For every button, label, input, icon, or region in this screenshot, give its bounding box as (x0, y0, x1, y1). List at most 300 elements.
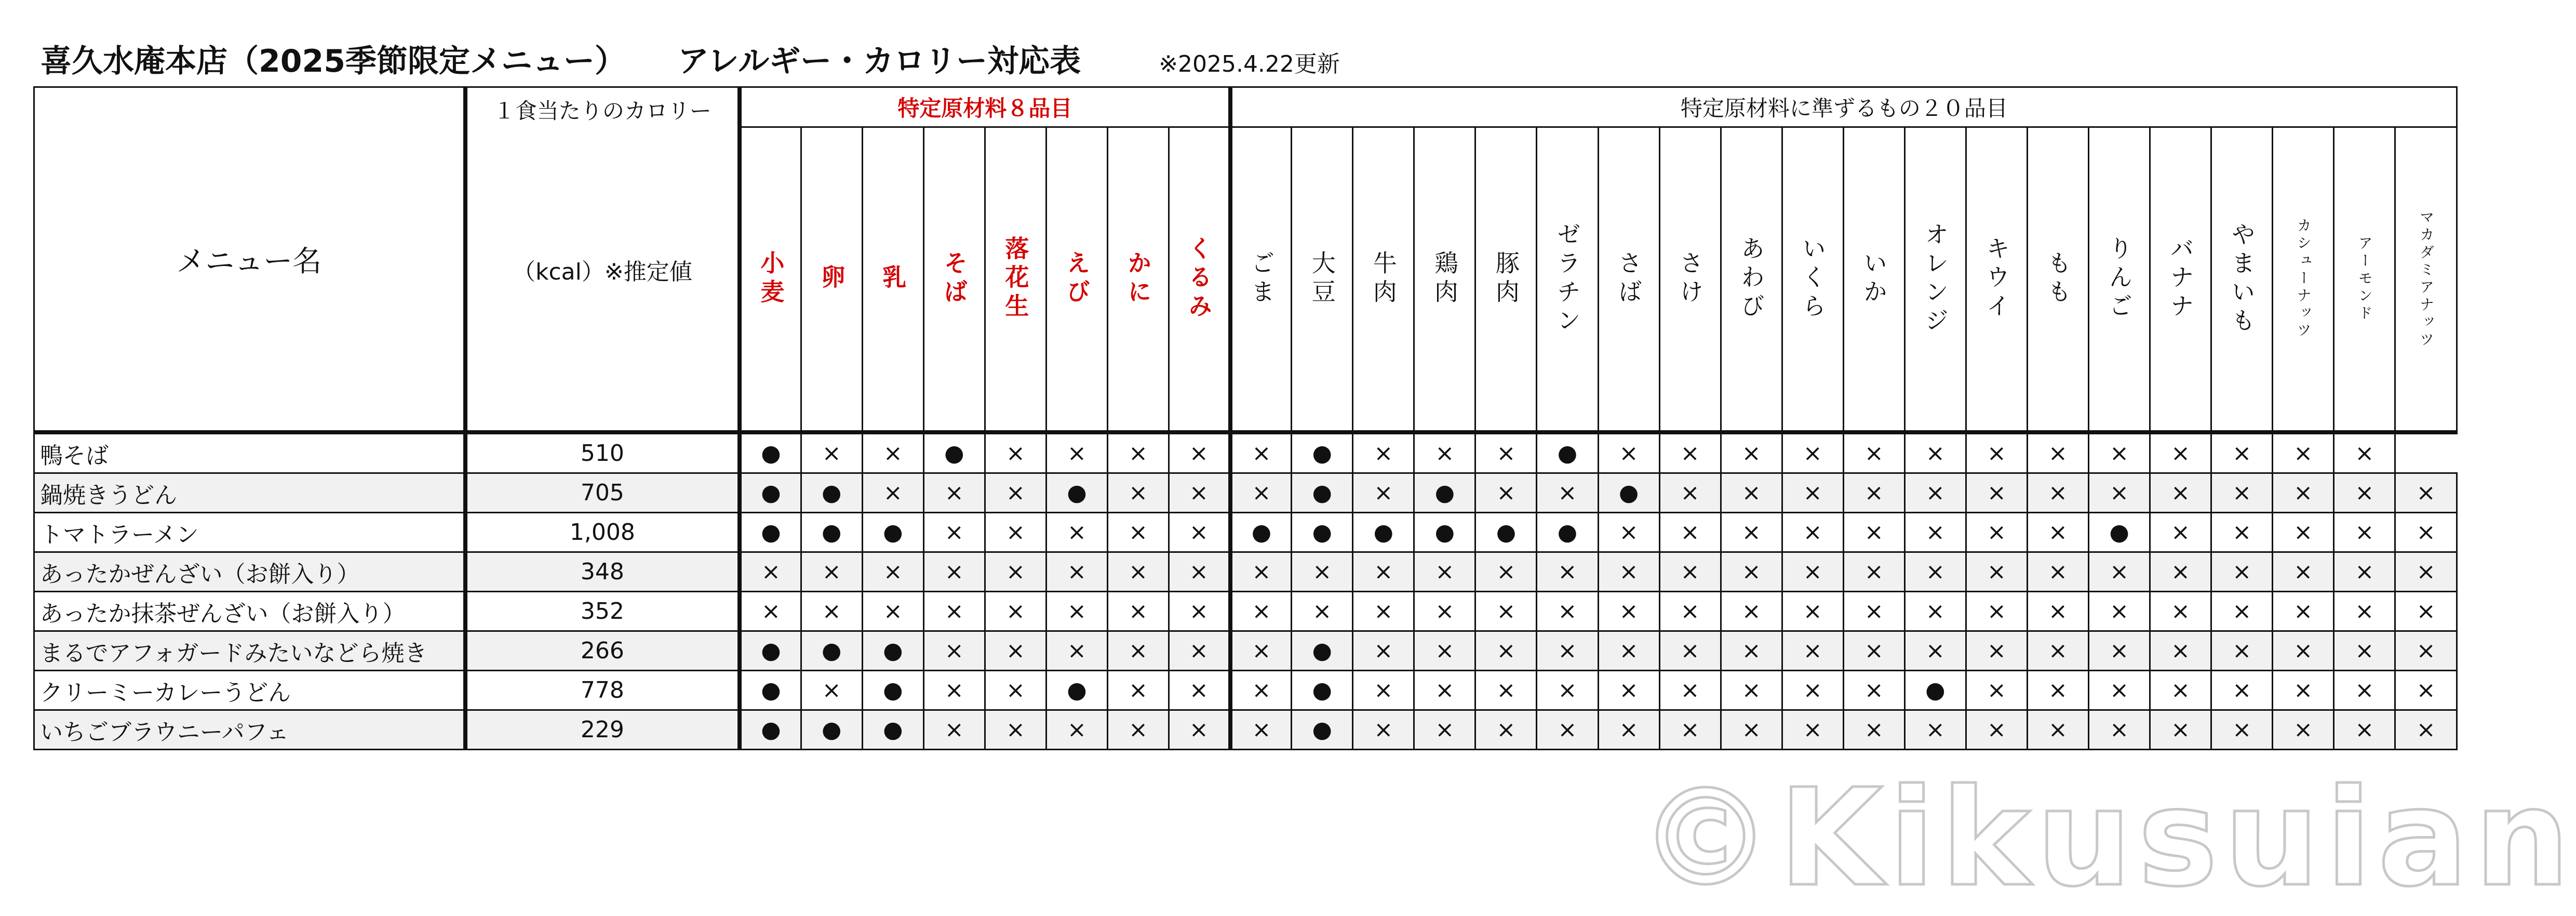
not-contains-mark: × (1966, 473, 2027, 513)
not-contains-mark: × (923, 710, 985, 750)
not-contains-mark: × (1966, 513, 2027, 552)
not-contains-mark: × (985, 552, 1046, 592)
menu-kcal: 352 (465, 592, 740, 631)
allergen-label: そば (940, 250, 969, 308)
not-contains-mark: × (862, 432, 923, 473)
menu-kcal: 229 (465, 710, 740, 750)
not-contains-mark: × (1169, 432, 1230, 473)
contains-mark: ● (1475, 513, 1537, 552)
allergen-label: いか (1860, 250, 1888, 308)
required-allergen-group-header: 特定原材料８品目 (740, 87, 1230, 127)
not-contains-mark: × (1598, 631, 1659, 671)
contains-mark: ● (801, 631, 862, 671)
not-contains-mark: × (2027, 513, 2088, 552)
allergen-label: 乳 (879, 264, 907, 294)
not-contains-mark: × (1782, 592, 1843, 631)
allergen-header (1475, 127, 1537, 433)
not-contains-mark: × (2150, 710, 2211, 750)
not-contains-mark: × (2273, 710, 2334, 750)
not-contains-mark: × (2089, 592, 2150, 631)
menu-row (34, 631, 2457, 671)
menu-row (34, 432, 2457, 473)
not-contains-mark: × (1169, 513, 1230, 552)
not-contains-mark: × (1659, 710, 1721, 750)
not-contains-mark: × (1108, 552, 1169, 592)
allergen-header (1414, 127, 1475, 433)
not-contains-mark: × (1169, 710, 1230, 750)
not-contains-mark: × (1598, 432, 1659, 473)
contains-mark: ● (740, 513, 801, 552)
copyright-watermark: ©Kikusuian (1638, 760, 2576, 916)
not-contains-mark: × (2150, 432, 2211, 473)
not-contains-mark: × (1414, 432, 1475, 473)
allergen-header (2089, 127, 2150, 433)
not-contains-mark: × (2334, 592, 2395, 631)
not-contains-mark: × (2395, 552, 2457, 592)
not-contains-mark: × (985, 473, 1046, 513)
not-contains-mark: × (2334, 473, 2395, 513)
not-contains-mark: × (1353, 552, 1414, 592)
menu-row (34, 671, 2457, 710)
not-contains-mark: × (985, 671, 1046, 710)
not-contains-mark: × (985, 592, 1046, 631)
allergen-header (862, 127, 923, 433)
allergen-label: 豚肉 (1492, 250, 1520, 308)
not-contains-mark: × (1537, 710, 1598, 750)
allergen-label: キウイ (1982, 236, 2011, 322)
kcal-header-top: １食当たりのカロリー (493, 98, 712, 124)
not-contains-mark: × (1230, 432, 1292, 473)
not-contains-mark: × (2273, 432, 2334, 473)
page-header (41, 36, 1340, 81)
not-contains-mark: × (1108, 432, 1169, 473)
allergen-header (801, 127, 862, 433)
not-contains-mark: × (1169, 473, 1230, 513)
contains-mark: ● (862, 710, 923, 750)
not-contains-mark: × (740, 552, 801, 592)
not-contains-mark: × (1537, 473, 1598, 513)
not-contains-mark: × (1414, 631, 1475, 671)
not-contains-mark: × (923, 631, 985, 671)
allergen-header (2273, 127, 2334, 433)
not-contains-mark: × (1537, 671, 1598, 710)
not-contains-mark: × (2089, 552, 2150, 592)
not-contains-mark: × (1169, 592, 1230, 631)
not-contains-mark: × (1966, 592, 2027, 631)
not-contains-mark: × (1598, 592, 1659, 631)
not-contains-mark: × (1721, 513, 1782, 552)
menu-name: いちごブラウニーパフェ (34, 710, 465, 750)
not-contains-mark: × (1782, 710, 1843, 750)
menu-name: まるでアフォガードみたいなどら焼き (34, 631, 465, 671)
not-contains-mark: × (2211, 552, 2273, 592)
not-contains-mark: × (1230, 631, 1292, 671)
allergy-calorie-table (33, 86, 2458, 750)
not-contains-mark: × (1843, 671, 1904, 710)
not-contains-mark: × (1904, 513, 1966, 552)
not-contains-mark: × (2273, 473, 2334, 513)
allergen-label: 牛肉 (1369, 250, 1398, 308)
not-contains-mark: × (1475, 552, 1537, 592)
not-contains-mark: × (985, 432, 1046, 473)
not-contains-mark: × (1843, 631, 1904, 671)
allergen-label: えび (1063, 250, 1091, 308)
not-contains-mark: × (1843, 513, 1904, 552)
not-contains-mark: × (1353, 631, 1414, 671)
allergen-header (1230, 127, 1292, 433)
not-contains-mark: × (985, 513, 1046, 552)
not-contains-mark: × (1537, 631, 1598, 671)
menu-name: トマトラーメン (34, 513, 465, 552)
menu-row (34, 710, 2457, 750)
not-contains-mark: × (1721, 671, 1782, 710)
allergen-header (1843, 127, 1904, 433)
not-contains-mark: × (1292, 592, 1353, 631)
not-contains-mark: × (1475, 631, 1537, 671)
allergen-label: もも (2044, 250, 2072, 308)
not-contains-mark: × (1659, 513, 1721, 552)
menu-kcal: 705 (465, 473, 740, 513)
menu-name: あったかぜんざい（お餅入り） (34, 552, 465, 592)
not-contains-mark: × (1414, 710, 1475, 750)
not-contains-mark: × (1843, 710, 1904, 750)
allergen-header (2334, 127, 2395, 433)
allergen-header (1353, 127, 1414, 433)
allergen-label: くるみ (1185, 236, 1213, 322)
not-contains-mark: × (2027, 671, 2088, 710)
allergen-header (2027, 127, 2088, 433)
not-contains-mark: × (862, 473, 923, 513)
contains-mark: ● (1292, 631, 1353, 671)
not-contains-mark: × (1966, 631, 2027, 671)
allergen-header (1046, 127, 1107, 433)
not-contains-mark: × (1904, 552, 1966, 592)
allergen-header (1169, 127, 1230, 433)
not-contains-mark: × (2211, 513, 2273, 552)
allergen-label: いくら (1799, 236, 1827, 322)
not-contains-mark: × (2027, 631, 2088, 671)
not-contains-mark: × (2273, 631, 2334, 671)
not-contains-mark: × (1046, 552, 1107, 592)
not-contains-mark: × (1353, 671, 1414, 710)
not-contains-mark: × (1721, 552, 1782, 592)
contains-mark: ● (2089, 513, 2150, 552)
allergen-header (2150, 127, 2211, 433)
not-contains-mark: × (1659, 592, 1721, 631)
not-contains-mark: × (2150, 671, 2211, 710)
contains-mark: ● (1046, 671, 1107, 710)
not-contains-mark: × (801, 432, 862, 473)
menu-row (34, 473, 2457, 513)
not-contains-mark: × (1659, 473, 1721, 513)
not-contains-mark: × (2027, 432, 2088, 473)
not-contains-mark: × (1598, 671, 1659, 710)
not-contains-mark: × (1782, 552, 1843, 592)
not-contains-mark: × (2150, 473, 2211, 513)
contains-mark: ● (740, 631, 801, 671)
allergen-label: かに (1124, 250, 1152, 308)
allergen-header (1721, 127, 1782, 433)
not-contains-mark: × (1782, 473, 1843, 513)
not-contains-mark: × (1230, 671, 1292, 710)
not-contains-mark: × (1292, 552, 1353, 592)
not-contains-mark: × (2089, 671, 2150, 710)
not-contains-mark: × (2089, 631, 2150, 671)
menu-name: 鴨そば (34, 432, 465, 473)
allergen-header (2395, 127, 2457, 433)
not-contains-mark: × (2273, 513, 2334, 552)
not-contains-mark: × (923, 671, 985, 710)
not-contains-mark: × (2089, 710, 2150, 750)
allergen-label: やまいも (2228, 221, 2256, 337)
not-contains-mark: × (2150, 513, 2211, 552)
menu-kcal: 510 (465, 432, 740, 473)
allergen-label: 大豆 (1308, 250, 1336, 308)
not-contains-mark: × (2211, 631, 2273, 671)
menu-name: あったか抹茶ぜんざい（お餅入り） (34, 592, 465, 631)
not-contains-mark: × (1046, 710, 1107, 750)
not-contains-mark: × (2395, 631, 2457, 671)
not-contains-mark: × (1108, 592, 1169, 631)
not-contains-mark: × (801, 592, 862, 631)
contains-mark: ● (1904, 671, 1966, 710)
not-contains-mark: × (1721, 432, 1782, 473)
not-contains-mark: × (1230, 552, 1292, 592)
not-contains-mark: × (2027, 710, 2088, 750)
not-contains-mark: × (2395, 473, 2457, 513)
menu-row (34, 592, 2457, 631)
allergen-header (1659, 127, 1721, 433)
menu-name: 鍋焼きうどん (34, 473, 465, 513)
menu-kcal: 1,008 (465, 513, 740, 552)
contains-mark: ● (1292, 473, 1353, 513)
not-contains-mark: × (1721, 631, 1782, 671)
not-contains-mark: × (1353, 710, 1414, 750)
not-contains-mark: × (1475, 592, 1537, 631)
contains-mark: ● (740, 473, 801, 513)
menu-kcal: 348 (465, 552, 740, 592)
not-contains-mark: × (801, 552, 862, 592)
not-contains-mark: × (2334, 671, 2395, 710)
kcal-header-sub: （kcal）※推定値 (512, 259, 692, 285)
not-contains-mark: × (1046, 631, 1107, 671)
not-contains-mark: × (2273, 671, 2334, 710)
not-contains-mark: × (1966, 552, 2027, 592)
not-contains-mark: × (2395, 592, 2457, 631)
not-contains-mark: × (1475, 710, 1537, 750)
not-contains-mark: × (2027, 552, 2088, 592)
not-contains-mark: × (2334, 552, 2395, 592)
allergen-header (985, 127, 1046, 433)
allergen-label: ゼラチン (1553, 221, 1581, 337)
contains-mark: ● (1292, 432, 1353, 473)
allergen-label: あわび (1737, 236, 1766, 322)
allergen-header (740, 127, 801, 433)
allergen-header (1904, 127, 1966, 433)
contains-mark: ● (801, 710, 862, 750)
not-contains-mark: × (2089, 473, 2150, 513)
not-contains-mark: × (1721, 473, 1782, 513)
not-contains-mark: × (1659, 432, 1721, 473)
not-contains-mark: × (2150, 631, 2211, 671)
contains-mark: ● (1292, 710, 1353, 750)
not-contains-mark: × (1230, 710, 1292, 750)
not-contains-mark: × (1230, 473, 1292, 513)
contains-mark: ● (862, 631, 923, 671)
allergen-header (923, 127, 985, 433)
not-contains-mark: × (1659, 671, 1721, 710)
allergen-header (1108, 127, 1169, 433)
not-contains-mark: × (1843, 592, 1904, 631)
not-contains-mark: × (1108, 513, 1169, 552)
contains-mark: ● (740, 432, 801, 473)
not-contains-mark: × (2089, 432, 2150, 473)
allergen-header (1782, 127, 1843, 433)
not-contains-mark: × (2395, 513, 2457, 552)
not-contains-mark: × (2027, 473, 2088, 513)
not-contains-mark: × (2211, 671, 2273, 710)
not-contains-mark: × (862, 552, 923, 592)
not-contains-mark: × (985, 631, 1046, 671)
not-contains-mark: × (801, 671, 862, 710)
not-contains-mark: × (1966, 671, 2027, 710)
not-contains-mark: × (1414, 552, 1475, 592)
not-contains-mark: × (2395, 710, 2457, 750)
not-contains-mark: × (1598, 710, 1659, 750)
not-contains-mark: × (1046, 432, 1107, 473)
not-contains-mark: × (1782, 513, 1843, 552)
kcal-header (465, 87, 740, 433)
header-row-groups (34, 87, 2457, 127)
not-contains-mark: × (1904, 631, 1966, 671)
not-contains-mark: × (1782, 432, 1843, 473)
menu-name-header: メニュー名 (34, 87, 465, 433)
not-contains-mark: × (1904, 710, 1966, 750)
not-contains-mark: × (2211, 592, 2273, 631)
not-contains-mark: × (923, 552, 985, 592)
not-contains-mark: × (2395, 671, 2457, 710)
not-contains-mark: × (1353, 432, 1414, 473)
not-contains-mark: × (923, 473, 985, 513)
not-contains-mark: × (2273, 552, 2334, 592)
not-contains-mark: × (1966, 432, 2027, 473)
allergen-label: りんご (2105, 236, 2134, 322)
allergen-label: バナナ (2166, 236, 2195, 322)
not-contains-mark: × (1414, 671, 1475, 710)
not-contains-mark: × (1108, 671, 1169, 710)
not-contains-mark: × (1721, 710, 1782, 750)
contains-mark: ● (1598, 473, 1659, 513)
contains-mark: ● (1046, 473, 1107, 513)
menu-name: クリーミーカレーうどん (34, 671, 465, 710)
allergen-header (1537, 127, 1598, 433)
not-contains-mark: × (923, 592, 985, 631)
menu-kcal: 266 (465, 631, 740, 671)
not-contains-mark: × (740, 592, 801, 631)
contains-mark: ● (1292, 671, 1353, 710)
not-contains-mark: × (1843, 432, 1904, 473)
not-contains-mark: × (1782, 631, 1843, 671)
not-contains-mark: × (1721, 592, 1782, 631)
allergen-header (2211, 127, 2273, 433)
allergen-header (1598, 127, 1659, 433)
not-contains-mark: × (862, 592, 923, 631)
menu-row (34, 552, 2457, 592)
not-contains-mark: × (1414, 592, 1475, 631)
not-contains-mark: × (1475, 671, 1537, 710)
not-contains-mark: × (1537, 552, 1598, 592)
not-contains-mark: × (1169, 552, 1230, 592)
allergen-label: 鶏肉 (1430, 250, 1459, 308)
not-contains-mark: × (1353, 592, 1414, 631)
not-contains-mark: × (1108, 631, 1169, 671)
contains-mark: ● (801, 513, 862, 552)
contains-mark: ● (1292, 513, 1353, 552)
allergen-label: オレンジ (1921, 221, 1950, 337)
not-contains-mark: × (1537, 592, 1598, 631)
allergen-label: カシューナッツ (2295, 218, 2312, 340)
not-contains-mark: × (2334, 710, 2395, 750)
not-contains-mark: × (1169, 671, 1230, 710)
allergen-label: さけ (1676, 250, 1705, 308)
contains-mark: ● (1537, 432, 1598, 473)
allergen-label: アーモンド (2356, 235, 2373, 323)
contains-mark: ● (862, 671, 923, 710)
not-contains-mark: × (2150, 592, 2211, 631)
not-contains-mark: × (1108, 710, 1169, 750)
page-title: 喜久水庵本店（2025季節限定メニュー） (41, 43, 626, 79)
not-contains-mark: × (1475, 473, 1537, 513)
not-contains-mark: × (1108, 473, 1169, 513)
not-contains-mark: × (1169, 631, 1230, 671)
page-subtitle: アレルギー・カロリー対応表 (678, 43, 1081, 79)
not-contains-mark: × (2211, 473, 2273, 513)
contains-mark: ● (1414, 513, 1475, 552)
contains-mark: ● (1414, 473, 1475, 513)
not-contains-mark: × (1659, 552, 1721, 592)
not-contains-mark: × (1046, 513, 1107, 552)
contains-mark: ● (1537, 513, 1598, 552)
allergen-label: さば (1615, 250, 1643, 308)
contains-mark: ● (740, 710, 801, 750)
menu-row (34, 513, 2457, 552)
contains-mark: ● (862, 513, 923, 552)
contains-mark: ● (923, 432, 985, 473)
contains-mark: ● (801, 473, 862, 513)
allergen-label: ごま (1247, 250, 1276, 308)
not-contains-mark: × (1782, 671, 1843, 710)
contains-mark: ● (1230, 513, 1292, 552)
not-contains-mark: × (2334, 513, 2395, 552)
not-contains-mark: × (1843, 552, 1904, 592)
not-contains-mark: × (2027, 592, 2088, 631)
not-contains-mark: × (2150, 552, 2211, 592)
allergen-header (1966, 127, 2027, 433)
allergen-label: 落花生 (1001, 236, 1030, 322)
not-contains-mark: × (985, 710, 1046, 750)
not-contains-mark: × (1475, 432, 1537, 473)
menu-kcal: 778 (465, 671, 740, 710)
not-contains-mark: × (1598, 513, 1659, 552)
recommended-allergen-group-header: 特定原材料に準ずるもの２０品目 (1230, 87, 2457, 127)
allergen-label: マカダミアナッツ (2418, 209, 2435, 349)
not-contains-mark: × (1843, 473, 1904, 513)
contains-mark: ● (740, 671, 801, 710)
allergen-header (1292, 127, 1353, 433)
not-contains-mark: × (2211, 432, 2273, 473)
not-contains-mark: × (1659, 631, 1721, 671)
not-contains-mark: × (2334, 432, 2395, 473)
